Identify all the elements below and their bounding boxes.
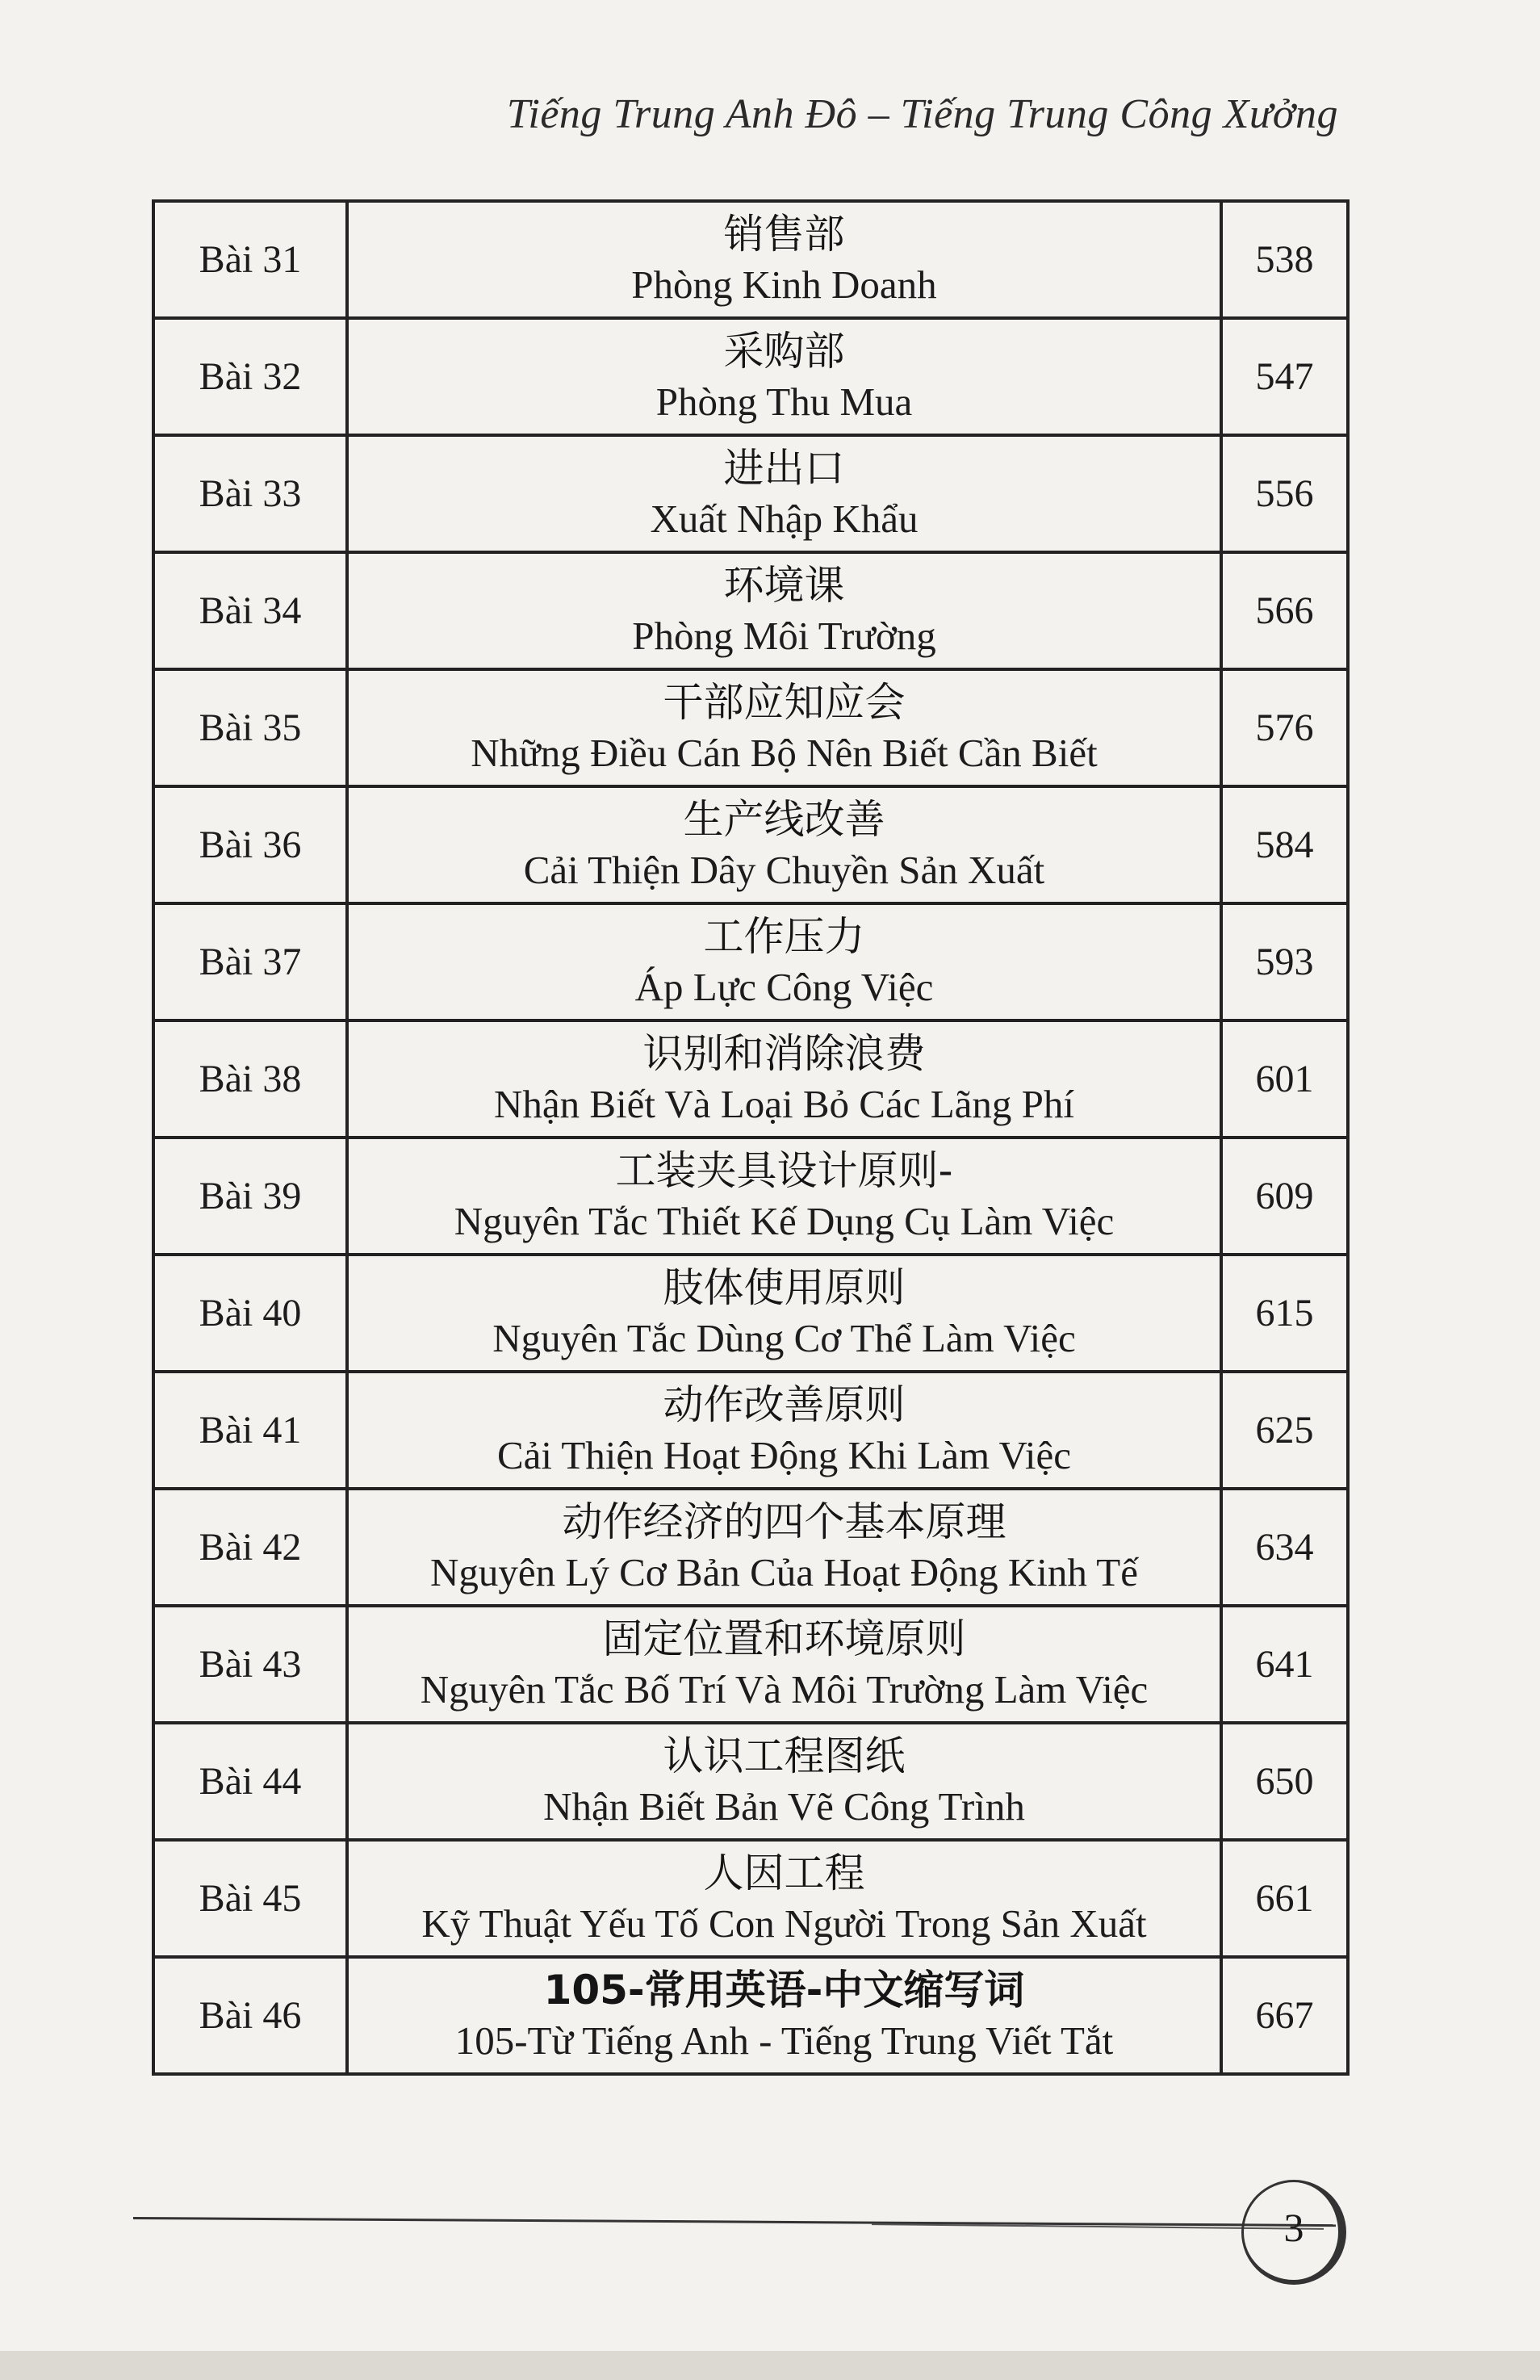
lesson-title-vietnamese: Nguyên Tắc Bố Trí Và Môi Trường Làm Việc [420,1667,1149,1712]
lesson-number: Bài 38 [153,1020,347,1138]
toc-row [153,1606,1348,1723]
toc-row [153,201,1348,318]
lesson-number: Bài 31 [153,201,347,318]
lesson-number: Bài 46 [153,1957,347,2074]
footer-rule [133,2217,1336,2227]
toc-row [153,1138,1348,1255]
lesson-title [347,201,1221,318]
page-bottom-edge [0,2351,1540,2380]
lesson-page-number: 641 [1221,1606,1348,1723]
lesson-title-chinese: 动作经济的四个基本原理 [562,1498,1006,1546]
lesson-title-chinese: 生产线改善 [683,796,885,844]
toc-row [153,1840,1348,1957]
lesson-page-number: 538 [1221,201,1348,318]
running-header: Tiếng Trung Anh Đô – Tiếng Trung Công Xưởng [506,91,1338,137]
lesson-number: Bài 44 [153,1723,347,1840]
lesson-title [347,435,1221,552]
lesson-title [347,1840,1221,1957]
table-of-contents [152,199,1350,2076]
toc-row [153,786,1348,903]
lesson-title-chinese: 动作改善原则 [663,1381,906,1429]
lesson-title [347,1489,1221,1606]
lesson-title-vietnamese: Phòng Thu Mua [655,379,913,425]
lesson-title [347,903,1221,1020]
lesson-number: Bài 32 [153,318,347,435]
lesson-number: Bài 41 [153,1372,347,1489]
lesson-title-chinese: 工装夹具设计原则- [615,1147,953,1195]
lesson-title [347,786,1221,903]
toc-row [153,1372,1348,1489]
lesson-title-chinese: 工作压力 [703,913,865,961]
toc-row [153,1957,1348,2074]
toc-row [153,1723,1348,1840]
lesson-number: Bài 39 [153,1138,347,1255]
lesson-title [347,1255,1221,1372]
lesson-title [347,1957,1221,2074]
lesson-title-chinese: 人因工程 [703,1850,865,1897]
lesson-title-vietnamese: Nguyên Tắc Dùng Cơ Thể Làm Việc [492,1316,1076,1361]
lesson-title-vietnamese: Cải Thiện Hoạt Động Khi Làm Việc [496,1433,1072,1478]
lesson-title-vietnamese: Cải Thiện Dây Chuyền Sản Xuất [523,848,1045,893]
lesson-title [347,1138,1221,1255]
lesson-title-chinese: 销售部 [723,211,845,258]
lesson-page-number: 667 [1221,1957,1348,2074]
lesson-title [347,318,1221,435]
lesson-number: Bài 36 [153,786,347,903]
lesson-page-number: 593 [1221,903,1348,1020]
toc-row [153,552,1348,669]
lesson-title-chinese: 识别和消除浪费 [642,1030,926,1078]
page-number: 3 [1283,2205,1304,2250]
lesson-title-vietnamese: Nhận Biết Bản Vẽ Công Trình [543,1784,1025,1829]
lesson-number: Bài 37 [153,903,347,1020]
lesson-title-vietnamese: Xuất Nhập Khẩu [650,497,919,542]
lesson-page-number: 584 [1221,786,1348,903]
lesson-page-number: 566 [1221,552,1348,669]
lesson-page-number: 661 [1221,1840,1348,1957]
lesson-title [347,1606,1221,1723]
lesson-title-vietnamese: Nguyên Lý Cơ Bản Của Hoạt Động Kinh Tế [430,1550,1138,1595]
lesson-title-chinese: 认识工程图纸 [663,1733,906,1780]
toc-row [153,1255,1348,1372]
toc-row [153,1020,1348,1138]
toc-row [153,1489,1348,1606]
lesson-number: Bài 43 [153,1606,347,1723]
lesson-number: Bài 45 [153,1840,347,1957]
lesson-title-chinese: 干部应知应会 [663,679,906,727]
lesson-page-number: 547 [1221,318,1348,435]
lesson-number: Bài 35 [153,669,347,786]
lesson-title-vietnamese: Kỹ Thuật Yếu Tố Con Người Trong Sản Xuất [421,1901,1147,1946]
lesson-title-chinese: 环境课 [723,562,845,610]
lesson-page-number: 634 [1221,1489,1348,1606]
lesson-title-chinese: 105-常用英语-中文缩写词 [543,1967,1025,2014]
page-number-badge [1241,2180,1354,2293]
lesson-number: Bài 34 [153,552,347,669]
toc-row [153,669,1348,786]
lesson-page-number: 556 [1221,435,1348,552]
lesson-title [347,552,1221,669]
lesson-title-vietnamese: Phòng Kinh Doanh [631,262,937,308]
lesson-title-chinese: 固定位置和环境原则 [602,1615,966,1663]
toc-row [153,903,1348,1020]
lesson-page-number: 650 [1221,1723,1348,1840]
lesson-title-vietnamese: Phòng Môi Trường [632,614,936,659]
lesson-title-vietnamese: Nguyên Tắc Thiết Kế Dụng Cụ Làm Việc [454,1199,1115,1244]
lesson-page-number: 615 [1221,1255,1348,1372]
lesson-title [347,1020,1221,1138]
toc-row [153,435,1348,552]
lesson-title-chinese: 肢体使用原则 [663,1264,906,1312]
lesson-title-chinese: 采购部 [723,328,845,375]
lesson-page-number: 625 [1221,1372,1348,1489]
lesson-title-chinese: 进出口 [723,445,845,492]
lesson-title [347,1372,1221,1489]
toc-row [153,318,1348,435]
lesson-title-vietnamese: Áp Lực Công Việc [634,965,934,1010]
lesson-title-vietnamese: 105-Từ Tiếng Anh - Tiếng Trung Viết Tắt [454,2018,1114,2064]
lesson-number: Bài 42 [153,1489,347,1606]
lesson-number: Bài 40 [153,1255,347,1372]
lesson-page-number: 609 [1221,1138,1348,1255]
lesson-page-number: 576 [1221,669,1348,786]
lesson-title [347,669,1221,786]
lesson-title [347,1723,1221,1840]
lesson-title-vietnamese: Nhận Biết Và Loại Bỏ Các Lãng Phí [494,1082,1074,1127]
lesson-title-vietnamese: Những Điều Cán Bộ Nên Biết Cần Biết [471,731,1098,776]
lesson-number: Bài 33 [153,435,347,552]
lesson-page-number: 601 [1221,1020,1348,1138]
